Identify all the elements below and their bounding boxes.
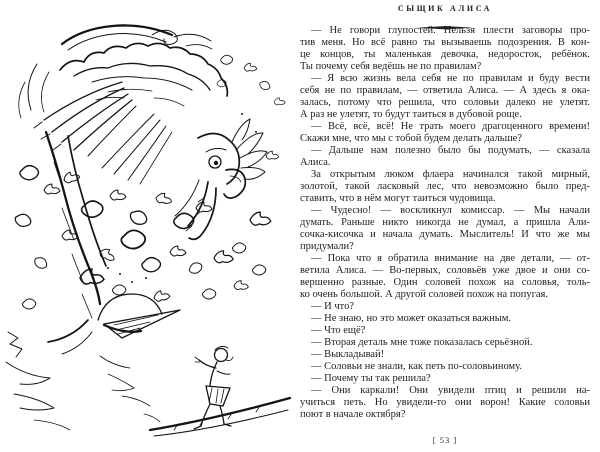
text-line: — Вторая деталь мне тоже показалась серьёзной. (311, 337, 533, 348)
text-line: поют в начале октября? (300, 409, 406, 420)
text-page (300, 0, 590, 452)
running-head: СЫЩИК АЛИСА (397, 4, 493, 13)
text-line: ветила Алиса. — Во-первых, соловьёв уже двое и они со- (300, 265, 590, 276)
text-line: залась, потому что решила, что соловьи далеко не улетят. (300, 97, 590, 108)
text-line: Скажи мне, что мы с тобой будем делать дальше? (300, 133, 522, 144)
text-line: ко очень большой. А другой соловей похож на попугая. (300, 289, 548, 300)
text-line: — Чудесно! — воскликнул комиссар. — Мы начали (311, 205, 590, 216)
text-line: учиться петь. Но увидели-то они ворон! Какие соловьи (300, 397, 590, 408)
text-line: сочка-кисочка и начала думать. Мыслитель! И что же мы (300, 229, 590, 240)
page-number: [ 53 ] (432, 435, 458, 445)
text-line: — Они каркали! Они увидели птиц и решили на- (311, 385, 590, 396)
text-line: — Соловьи не знали, как петь по-соловьиному. (311, 361, 522, 372)
text-line: золотой, такой ласковый лес, что невозможно было пред- (300, 181, 590, 192)
text-line: придумали? (300, 241, 354, 252)
text-line: це концов, ты маленькая девочка, недоросток, ребёнок. (300, 49, 590, 60)
text-line: За открытым люком флаера начинался такой мирный, (311, 169, 590, 180)
text-line: — Почему ты так решила? (311, 373, 431, 384)
text-line: — Что ещё? (311, 325, 366, 336)
text-line: — Не знаю, но это может оказаться важным. (311, 313, 512, 324)
text-line: — Выкладывай! (311, 349, 385, 360)
text-line: Ты почему себя ведёшь не по правилам? (300, 61, 482, 72)
text-line: А раз не улетят, то будут таиться в дубовой роще. (300, 109, 522, 120)
text-line: думать. Раньше никто никогда не думал, а пришла Али- (300, 217, 590, 228)
text-line: — Дальше нам полезно было бы подумать, — сказала (311, 145, 590, 156)
text-block (300, 25, 590, 421)
text-line: тив меня. Но всё равно ты вызываешь подозрения. В кон- (300, 37, 590, 48)
text-line: Алиса. (300, 157, 331, 168)
text-line: — Я всю жизнь вела себя не по правилам и буду вести (311, 73, 590, 84)
text-line: — Пока что я обратила внимание на две детали, — от- (311, 253, 590, 264)
text-line: — Всё, всё, всё! Не трать моего драгоценного времени! (311, 121, 590, 132)
text-line: — Не говори глупостей. Нельзя плести заговоры про- (311, 25, 590, 36)
text-line: — И что? (311, 301, 354, 312)
text-line: ставить, что в нём могут таиться чудовища. (300, 193, 496, 204)
text-line: себя не по правилам, — ответила Алиса. — А здесь я ока- (300, 85, 590, 96)
text-line: вершенно разные. Один соловей похож на соловья, толь- (300, 277, 590, 288)
book-illustration (4, 22, 294, 450)
